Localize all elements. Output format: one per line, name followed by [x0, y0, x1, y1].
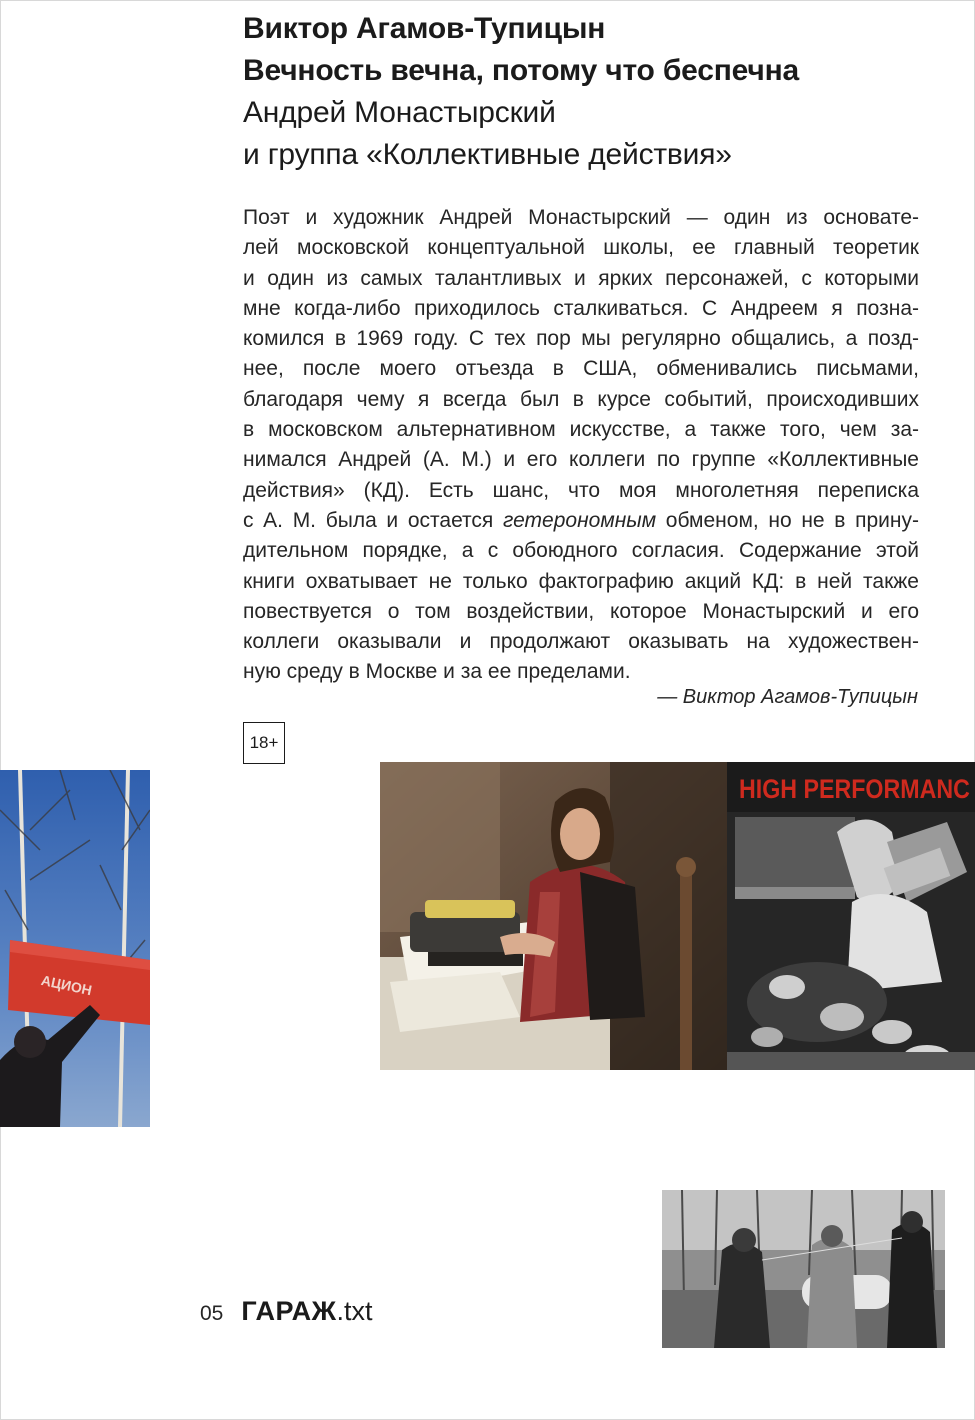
author-name: Виктор Агамов-Тупицын [243, 12, 606, 45]
blurb-line: дительном порядке, а с обоюдного согласия. Содержание этой [243, 539, 919, 563]
subtitle-line-1: Андрей Монастырский [243, 96, 556, 129]
series-logo-suffix: .txt [336, 1296, 373, 1326]
blurb-line: мне когда-либо приходилось сталкиваться. С Андреем я позна- [243, 296, 919, 320]
blurb-line: лей московской концептуальной школы, ее главный теоретик [243, 236, 919, 260]
blurb-line: в московском альтернативном искусстве, а также того, чем за- [243, 418, 919, 442]
blurb-signature: — Виктор Агамов-Тупицын [657, 686, 918, 708]
title-block [243, 8, 943, 176]
blurb-line: нимался Андрей (А. М.) и его коллеги по группе «Коллективные [243, 448, 919, 472]
blurb-line: повествуется о том воздействии, которое Монастырский и его [243, 599, 919, 623]
blurb-line: книги охватывает не только фактографию акций КД: в ней также [243, 569, 919, 593]
blurb-line: нее, после моего отъезда в США, обменивались письмами, [243, 357, 919, 381]
age-rating-badge: 18+ [243, 722, 285, 764]
blurb-italic-term: гетерономным [502, 508, 657, 532]
blurb-line: и один из самых талантливых и ярких персонажей, с которыми [243, 266, 919, 290]
book-title: Вечность вечна, потому что беспечна [243, 54, 799, 87]
blurb-line: благодаря чему я всегда был в курсе событий, происходивших [243, 387, 919, 411]
subtitle-line-2: и группа «Коллективные действия» [243, 138, 732, 171]
blurb-text [243, 203, 919, 688]
blurb-fragment: с А. М. была и остается [243, 508, 503, 532]
blurb-line: ную среду в Москве и за ее пределами. [243, 660, 631, 684]
blurb-fragment: обменом, но не в прину- [656, 508, 919, 532]
banner-text: АЦИОН [39, 971, 94, 999]
blurb-line: комился в 1969 году. С тех пор мы регулярно общались, а позд- [243, 327, 919, 351]
page-number: 05 [200, 1302, 224, 1325]
photo-banner-action [0, 770, 150, 1127]
footer [200, 1296, 373, 1327]
blurb-line: Поэт и художник Андрей Монастырский — один из основате- [243, 206, 919, 229]
photo-woman-typewriter [380, 762, 727, 1070]
magazine-title: HIGH PERFORMANC [739, 774, 970, 805]
blurb-line-with-italic [243, 506, 919, 536]
photo-forest-action [662, 1190, 945, 1348]
blurb-line: коллеги оказывали и продолжают оказывать на художествен- [243, 630, 919, 654]
photo-magazine-cover [727, 762, 975, 1070]
series-logo-bold: ГАРАЖ [241, 1296, 337, 1326]
blurb-line: действия» (КД). Есть шанс, что моя многолетняя переписка [243, 478, 919, 502]
